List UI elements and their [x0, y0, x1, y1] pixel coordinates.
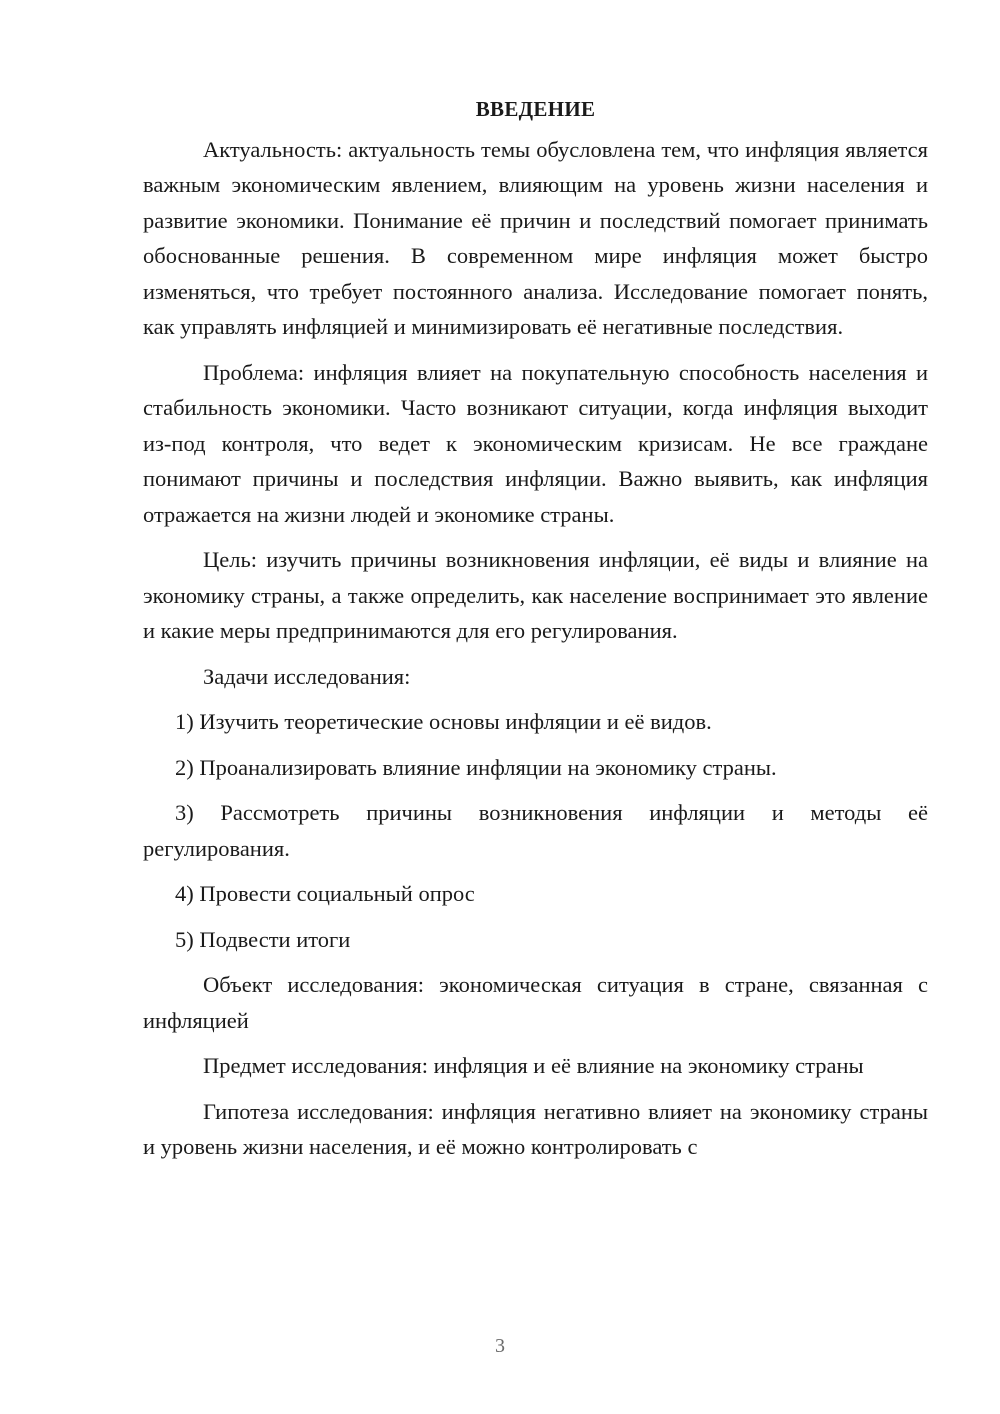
paragraph-goal: Цель: изучить причины возникновения инфляции, её виды и влияние на экономику страны, а также определить, как население воспринимает это явление и какие меры предпринимаются для его регулирования.	[143, 547, 928, 643]
page-content	[143, 92, 928, 1175]
paragraph-subject: Предмет исследования: инфляция и её влияние на экономику страны	[203, 1053, 864, 1078]
paragraph-problem: Проблема: инфляция влияет на покупательную способность населения и стабильность экономики. Часто возникают ситуации, когда инфляция выходит из-под контроля, что ведет к экономическим кризисам. Не все граждане понимают причины и последствия инфляции. Важно выявить, как инфляция отражается на жизни людей и экономике страны.	[143, 359, 928, 527]
task-item-4: 4) Провести социальный опрос	[175, 881, 475, 906]
task-item-5: 5) Подвести итоги	[175, 926, 351, 952]
task-item-2: 2) Проанализировать влияние инфляции на экономику страны.	[175, 754, 777, 780]
paragraph-relevance: Актуальность: актуальность темы обусловлена тем, что инфляция является важным экономическим явлением, влияющим на уровень жизни населения и развитие экономики. Понимание её причин и последствий помогает принимать обоснованные решения. В современном мире инфляция может быстро изменяться, что требует постоянного анализа. Исследование помогает понять, как управлять инфляцией и минимизировать её негативные последствия.	[143, 136, 928, 339]
section-heading: ВВЕДЕНИЕ	[475, 97, 596, 121]
paragraph-tasks-intro: Задачи исследования:	[203, 663, 411, 689]
paragraph-object: Объект исследования: экономическая ситуация в стране, связанная с инфляцией	[143, 972, 928, 1033]
task-item-1: 1) Изучить теоретические основы инфляции и её видов.	[175, 709, 712, 734]
task-item-3: 3) Рассмотреть причины возникновения инфляции и методы её регулирования.	[143, 800, 928, 861]
paragraph-hypothesis: Гипотеза исследования: инфляция негативно влияет на экономику страны и уровень жизни населения, и её можно контролировать с	[143, 1098, 928, 1159]
page-number: 3	[495, 1335, 505, 1357]
